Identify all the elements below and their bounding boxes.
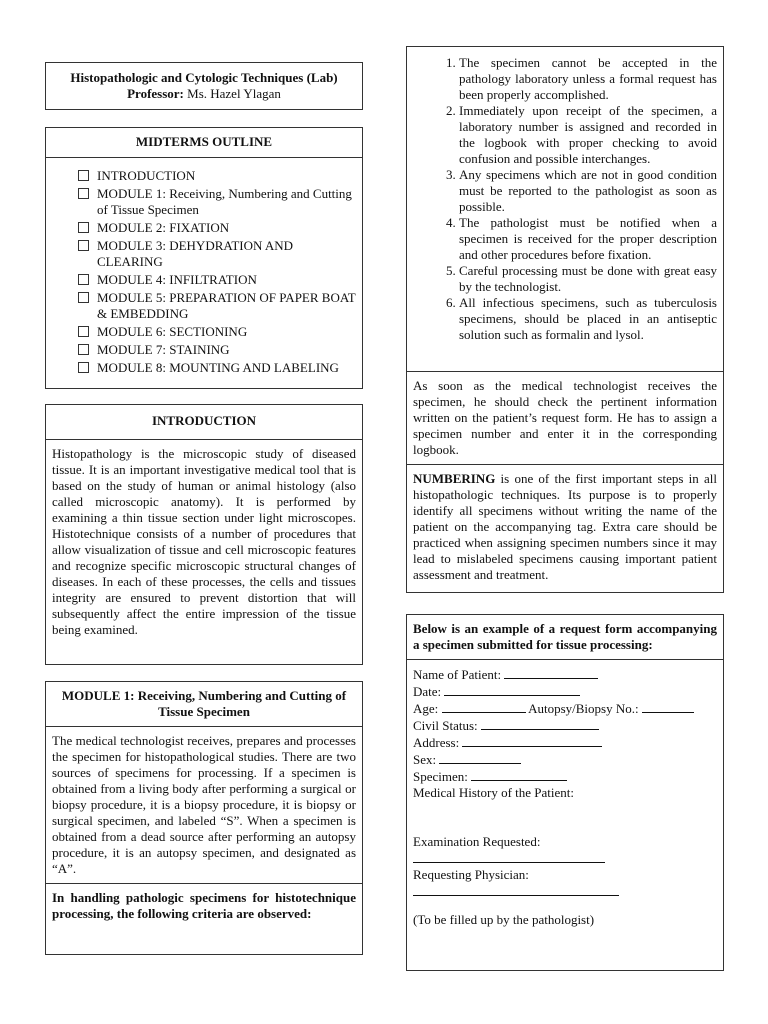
blank-line[interactable] (462, 734, 602, 747)
outline-item: MODULE 4: INFILTRATION (78, 272, 356, 288)
blank-line[interactable] (439, 751, 521, 764)
blank-line[interactable] (642, 700, 694, 713)
introduction-title: INTRODUCTION (46, 405, 362, 440)
professor-name: Ms. Hazel Ylagan (187, 86, 281, 101)
field-sex[interactable]: Sex: (413, 751, 717, 768)
blank-line[interactable] (442, 700, 526, 713)
checkbox-icon[interactable] (78, 274, 89, 285)
criteria-list (407, 47, 723, 349)
numbering-paragraph (407, 465, 723, 589)
field-name[interactable]: Name of Patient: (413, 666, 717, 683)
module1-body: The medical technologist receives, prepares and processes the specimen for histopathological studies. There are two sources of specimens for processing. If a specimen is obtained from a living body after performing a surgical or biopsy procedure, it is a biopsy procedure, it is biopsy or surgical specimen, and labeled “S”. When a specimen is obtained from a dead source after performing an autopsy procedure, it is an autopsy specimen, and designated as “A”. (46, 727, 362, 884)
checkbox-icon[interactable] (78, 326, 89, 337)
blank-line[interactable] (444, 683, 580, 696)
request-form-fields (407, 660, 723, 934)
checkbox-icon[interactable] (78, 188, 89, 199)
course-title: Histopathologic and Cytologic Techniques (Lab) (70, 70, 338, 85)
criteria-item: 2. Immediately upon receipt of the specimen, a laboratory number is assigned and recorded in the logbook with proper checking to avoid confusion and possible interchanges. (459, 103, 717, 167)
module1-section (45, 681, 363, 955)
pathologist-note: (To be filled up by the pathologist) (413, 912, 595, 927)
numbering-term: NUMBERING (413, 471, 496, 486)
physician-line[interactable] (413, 883, 717, 900)
field-age[interactable]: Age: Autopsy/Biopsy No.: (413, 700, 717, 717)
blank-line[interactable] (504, 666, 598, 679)
exam-line[interactable] (413, 850, 717, 867)
outline-item: MODULE 2: FIXATION (78, 220, 356, 236)
request-form-title: Below is an example of a request form accompanying a specimen submitted for tissue processing: (407, 615, 723, 660)
field-history: Medical History of the Patient: (413, 785, 575, 800)
criteria-item: 3. Any specimens which are not in good condition must be reported to the pathologist as soon as possible. (459, 167, 717, 215)
outline-item: MODULE 6: SECTIONING (78, 324, 356, 340)
outline-item: MODULE 1: Receiving, Numbering and Cutting of Tissue Specimen (78, 186, 356, 218)
professor-label: Professor: (127, 86, 184, 101)
outline-list (46, 158, 362, 376)
field-date[interactable]: Date: (413, 683, 717, 700)
blank-line[interactable] (413, 883, 619, 896)
outline-item: MODULE 7: STAINING (78, 342, 356, 358)
checkbox-icon[interactable] (78, 344, 89, 355)
professor-line (52, 86, 356, 102)
criteria-item: 5. Careful processing must be done with great easy by the technologist. (459, 263, 717, 295)
checkbox-icon[interactable] (78, 362, 89, 373)
course-header (45, 62, 363, 110)
criteria-intro: In handling pathologic specimens for histotechnique processing, the following criteria are observed: (52, 890, 356, 921)
technologist-paragraph: As soon as the medical technologist receives the specimen, he should check the pertinent information written on the patient’s request form. He has to assign a specimen number and enter it in the corresponding logbook. (407, 372, 723, 465)
field-physician: Requesting Physician: (413, 867, 529, 882)
criteria-item: 6. All infectious specimens, such as tuberculosis specimens, should be placed in an antiseptic solution such as formalin and lysol. (459, 295, 717, 343)
request-form (406, 614, 724, 971)
blank-line[interactable] (413, 850, 605, 863)
criteria-item: 1. The specimen cannot be accepted in the pathology laboratory unless a formal request has been properly accomplished. (459, 55, 717, 103)
numbering-text: is one of the first important steps in all histopathologic techniques. Its purpose is to properly identify all specimens without writing the name of the patient on the accompanying tag. Extra care should be practiced when assigning specimen numbers since it may lead to mislabeled specimens causing important patient assessment and treatment. (413, 471, 717, 582)
field-exam: Examination Requested: (413, 834, 541, 849)
numbering-section (406, 371, 724, 593)
checkbox-icon[interactable] (78, 292, 89, 303)
outline-item: INTRODUCTION (78, 168, 356, 184)
module1-title: MODULE 1: Receiving, Numbering and Cutting of Tissue Specimen (46, 682, 362, 727)
outline-item: MODULE 3: DEHYDRATION AND CLEARING (78, 238, 356, 270)
introduction-body: Histopathology is the microscopic study of diseased tissue. It is an important investigative medical tool that is based on the study of human or animal histology (also called microscopic anatomy). It is performed by examining a thin tissue section under light microscopes. Histotechnique consists of a number of procedures that allow visualization of tissue and cell microscopic features and recognize specific microscopic structural changes of diseases. In each of these processes, the cells and tissues integrity are ensured to prevent distortion that will subsequently affect the entire impression of the tissue being examined. (52, 446, 356, 637)
checkbox-icon[interactable] (78, 222, 89, 233)
field-civil-status[interactable]: Civil Status: (413, 717, 717, 734)
checkbox-icon[interactable] (78, 170, 89, 181)
blank-line[interactable] (471, 768, 567, 781)
introduction-section (45, 404, 363, 665)
field-address[interactable]: Address: (413, 734, 717, 751)
field-specimen[interactable]: Specimen: (413, 768, 717, 785)
outline-item: MODULE 5: PREPARATION OF PAPER BOAT & EMBEDDING (78, 290, 356, 322)
midterms-outline (45, 127, 363, 389)
outline-item: MODULE 8: MOUNTING AND LABELING (78, 360, 356, 376)
criteria-section (406, 46, 724, 371)
outline-title: MIDTERMS OUTLINE (46, 128, 362, 158)
blank-line[interactable] (481, 717, 599, 730)
criteria-item: 4. The pathologist must be notified when a specimen is received for the proper description and other procedures before fixation. (459, 215, 717, 263)
checkbox-icon[interactable] (78, 240, 89, 251)
